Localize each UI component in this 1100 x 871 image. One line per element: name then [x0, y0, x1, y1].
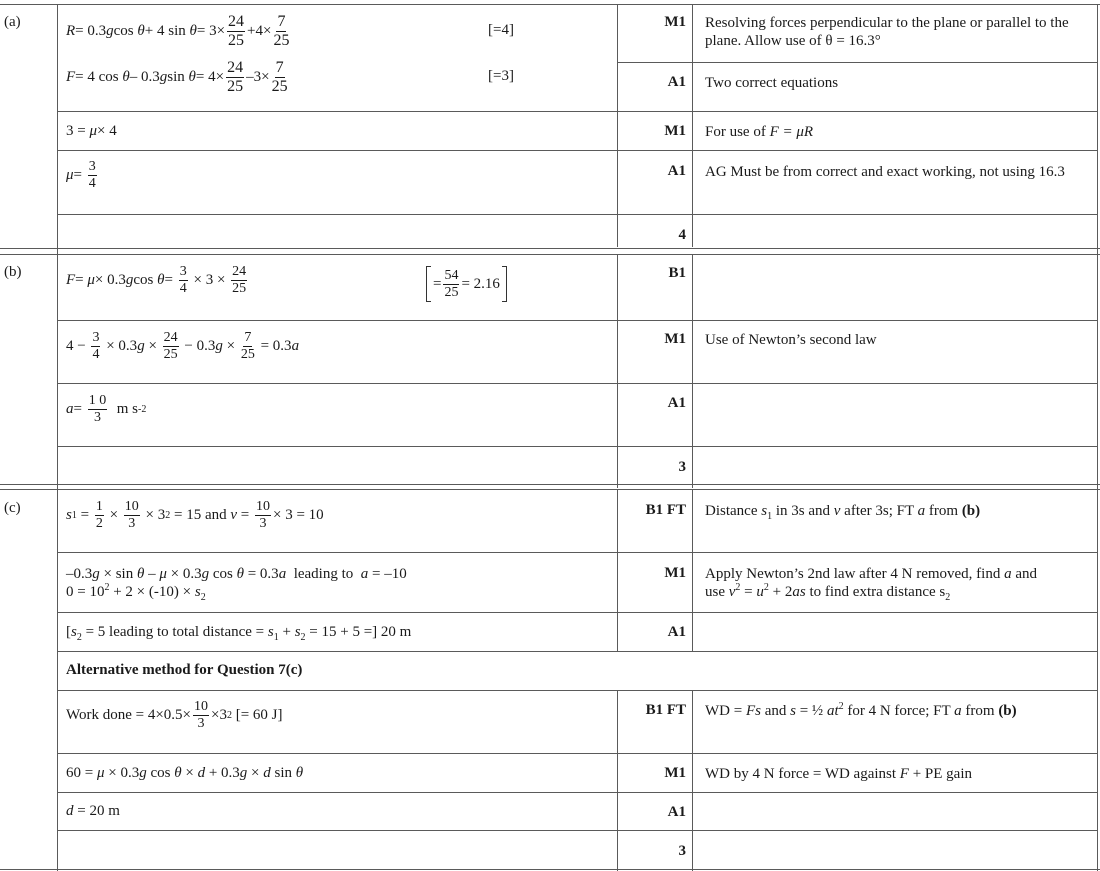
superscript: 2 — [838, 701, 844, 712]
row-divider — [57, 150, 1098, 151]
numerator: 3 — [88, 159, 96, 174]
math-var: g — [137, 338, 145, 354]
row-divider — [57, 830, 1098, 831]
math-var: at — [826, 703, 839, 719]
guidance-a-r4: AG Must be from correct and exact working, not using 16.3 — [705, 164, 1065, 180]
denominator: 4 — [88, 176, 96, 191]
answer-c-r2 — [66, 565, 407, 601]
math-var: θ — [122, 69, 130, 85]
math-var: s — [66, 507, 72, 523]
row-divider — [57, 446, 1098, 447]
row-divider — [57, 552, 1098, 553]
fraction — [91, 331, 100, 362]
fraction — [255, 500, 271, 531]
row-divider — [57, 651, 1098, 652]
math-text: + — [278, 624, 295, 640]
math-text: = –10 — [368, 566, 407, 582]
math-text: 60 = — [66, 765, 97, 781]
numerator: 24 — [228, 13, 245, 30]
math-text: × — [144, 338, 161, 354]
math-text: = 4 cos — [75, 69, 119, 85]
part-label-a: (a) — [4, 14, 21, 30]
mark-alt-r1: B1 FT — [645, 702, 686, 718]
superscript: 2 — [763, 582, 769, 593]
section-divider — [0, 254, 1100, 255]
answer-a-r2 — [66, 60, 290, 95]
answer-c-r2-line1 — [66, 565, 407, 583]
math-var: θ — [236, 566, 244, 582]
row-divider — [57, 320, 1098, 321]
denominator: 3 — [259, 516, 267, 531]
answer-c-r2-line2 — [66, 583, 407, 601]
math-var: θ — [174, 765, 182, 781]
math-text: = 0.3 — [75, 23, 107, 39]
math-var: θ — [137, 23, 145, 39]
part-reference: (b) — [998, 703, 1017, 719]
total-a: 4 — [678, 227, 686, 243]
col-divider-guidance-c — [692, 490, 693, 652]
mark-b-r1: B1 — [668, 265, 686, 281]
math-text: [ — [66, 624, 71, 640]
math-text: × 0.3 — [104, 765, 140, 781]
answer-b-r2 — [66, 331, 299, 362]
subscript: 2 — [76, 632, 82, 643]
denominator: 25 — [227, 78, 244, 95]
denominator: 4 — [92, 347, 100, 362]
math-text: × 0.3 — [94, 272, 126, 288]
math-var: a — [1004, 566, 1012, 582]
math-var: θ — [295, 765, 304, 781]
math-var: g — [92, 566, 100, 582]
fraction — [95, 500, 104, 531]
numerator: 7 — [244, 330, 252, 345]
numerator: 1 — [95, 499, 103, 514]
row-divider — [57, 111, 1098, 112]
math-var: g — [125, 272, 134, 288]
math-var: g — [139, 765, 147, 781]
guidance-text: to find extra distance s — [805, 584, 946, 600]
math-text: + 0.3 — [205, 765, 240, 781]
denominator: 25 — [228, 32, 245, 49]
row-divider — [57, 792, 1098, 793]
table-top-border — [0, 4, 1100, 5]
fraction — [231, 265, 247, 296]
fraction — [273, 14, 289, 49]
math-var: d — [197, 765, 206, 781]
row-divider — [57, 383, 1098, 384]
guidance-text: in 3s and — [772, 503, 834, 519]
answer-alt-r3 — [66, 803, 120, 820]
guidance-text: + 2 — [768, 584, 793, 600]
mark-c-r1: B1 FT — [645, 502, 686, 518]
guidance-text: = ½ — [795, 703, 827, 719]
fraction — [241, 331, 255, 362]
col-divider-guidance-alt — [692, 690, 693, 871]
math-var: s — [294, 624, 301, 640]
math-var: as — [792, 584, 806, 600]
answer-b-r1 — [66, 265, 249, 296]
math-var: s — [194, 584, 201, 600]
denominator: 3 — [93, 410, 101, 425]
numerator: 24 — [232, 264, 247, 279]
math-var: s — [761, 503, 768, 519]
answer-alt-r2 — [66, 765, 303, 782]
denominator: 3 — [197, 716, 205, 731]
fraction — [124, 500, 140, 531]
math-var: s — [790, 703, 796, 719]
guidance-text: from — [961, 703, 999, 719]
fraction — [226, 60, 244, 95]
denominator: 25 — [163, 347, 178, 362]
math-text: 3 = — [66, 123, 86, 139]
math-text: cos — [209, 566, 237, 582]
guidance-alt-r1 — [705, 702, 1095, 720]
row-divider — [57, 214, 1098, 215]
superscript: 2 — [104, 582, 110, 593]
denominator: 2 — [95, 516, 103, 531]
math-text: cos — [146, 765, 175, 781]
fraction — [179, 265, 188, 296]
guidance-a-r3 — [705, 123, 1095, 141]
math-var: s — [71, 624, 77, 640]
math-var: g — [239, 765, 248, 781]
math-text: = — [73, 401, 82, 417]
math-var: θ — [157, 272, 165, 288]
denominator: 25 — [273, 32, 290, 49]
math-text: leading to — [286, 566, 361, 582]
math-text: = 15 + 5 =] 20 m — [305, 624, 412, 640]
math-text: 3× — [209, 23, 226, 39]
note-a-r2: [=3] — [488, 68, 514, 84]
mark-b-r3: A1 — [667, 395, 686, 411]
part-reference: (b) — [961, 503, 981, 519]
subscript: 1 — [273, 632, 279, 643]
math-text: cos — [113, 23, 134, 39]
answer-alt-r1: Work done = 4×0.5× $\frac{10}{3}$ ×3 2 [= 60 J] — [66, 699, 283, 731]
math-var: d — [66, 803, 74, 819]
section-divider — [0, 484, 1100, 485]
math-text: = — [433, 275, 442, 292]
guidance-text: = — [740, 584, 757, 600]
numerator: 24 — [227, 59, 244, 76]
guidance-text: Apply Newton’s 2nd law after 4 N removed, find — [705, 566, 1005, 582]
denominator: 25 — [232, 281, 247, 296]
answer-a-r1 — [66, 14, 291, 49]
guidance-alt-r2 — [705, 765, 1095, 783]
math-var: R — [66, 23, 76, 39]
math-var: μ — [159, 566, 167, 582]
math-text: × 0.3 — [166, 566, 202, 582]
mark-alt-r3: A1 — [667, 804, 686, 820]
math-var: a — [360, 566, 369, 582]
fraction — [193, 700, 209, 731]
denominator: 3 — [128, 516, 136, 531]
math-text: × 3 × — [189, 272, 230, 288]
subscript: 1 — [767, 511, 773, 522]
math-text: 4× — [208, 69, 225, 85]
math-text: × — [247, 765, 264, 781]
note-b-r1 — [426, 266, 507, 302]
math-var: a — [66, 401, 74, 417]
numerator: 10 — [194, 699, 208, 714]
math-var: u — [756, 584, 764, 600]
superscript: 2 — [735, 582, 741, 593]
math-var: μ — [66, 167, 74, 183]
math-var: θ — [188, 69, 196, 85]
guidance-c-r2-line2 — [705, 583, 1095, 601]
row-divider — [57, 690, 1098, 691]
math-text: × — [181, 765, 198, 781]
denominator: 4 — [179, 281, 187, 296]
fraction — [88, 160, 97, 191]
numerator: 10 — [124, 499, 139, 514]
numerator: 10 — [256, 499, 271, 514]
guidance-text: and — [1011, 566, 1038, 582]
math-text: = — [195, 69, 205, 85]
fraction — [443, 269, 459, 300]
math-var: μ — [87, 272, 95, 288]
math-text: sin — [270, 765, 296, 781]
denominator: 25 — [444, 284, 459, 300]
math-text: = 0.3 — [256, 338, 292, 354]
guidance-c-r2-line1 — [705, 565, 1095, 583]
alternative-method-heading: Alternative method for Question 7(c) — [66, 662, 303, 678]
numerator: 1 0 — [88, 393, 107, 408]
denominator: 25 — [240, 347, 255, 362]
guidance-c-r2 — [705, 565, 1095, 601]
math-text: × 0.3 — [102, 338, 138, 354]
guidance-c-r1 — [705, 502, 1095, 520]
math-text: = — [237, 507, 254, 523]
subscript: 2 — [945, 592, 951, 603]
math-var: d — [263, 765, 271, 781]
math-text: cos — [133, 272, 154, 288]
math-text: 0 = 10 — [66, 584, 105, 600]
row-divider — [57, 612, 1098, 613]
guidance-a-r2: Two correct equations — [705, 75, 839, 91]
mark-a-r2: A1 — [667, 74, 686, 90]
bracketed-note — [426, 266, 507, 302]
math-var: μ — [96, 765, 105, 781]
total-c: 3 — [678, 843, 686, 859]
math-var: g — [201, 566, 210, 582]
mark-a-r1: M1 — [664, 14, 686, 30]
math-var: F — [66, 69, 76, 85]
math-text: = 2.16 — [461, 275, 500, 292]
guidance-text: WD by 4 N force = WD against — [705, 766, 900, 782]
math-text: –3× — [246, 69, 270, 85]
math-var: F — [899, 766, 909, 782]
math-var: v — [230, 507, 238, 523]
math-text: + 4 sin — [144, 23, 186, 39]
math-var: v — [728, 584, 736, 600]
mark-b-r2: M1 — [664, 331, 686, 347]
subscript: 2 — [300, 632, 306, 643]
guidance-text: and — [760, 703, 791, 719]
answer-a-r4 — [66, 160, 99, 191]
math-var: v — [833, 503, 841, 519]
math-text: = — [164, 272, 173, 288]
math-text: 4 − — [66, 338, 90, 354]
math-text: – — [144, 566, 160, 582]
math-text: = — [196, 23, 206, 39]
numerator: 7 — [275, 59, 284, 76]
math-var: θ — [136, 566, 145, 582]
math-text: + 2 × (-10) × — [109, 584, 195, 600]
mark-a-r4: A1 — [667, 163, 686, 179]
numerator: 3 — [92, 330, 100, 345]
math-var: g — [215, 338, 223, 354]
math-text: − 0.3 — [180, 338, 216, 354]
col-divider-part — [57, 4, 58, 871]
math-text: = — [73, 167, 82, 183]
guidance-text: for 4 N force; FT — [843, 703, 955, 719]
row-divider — [617, 62, 1098, 63]
math-text: – 0.3 — [129, 69, 160, 85]
answer-c-r1: s 1 = $\frac{1}{2}$ × $\frac{10}{3}$ × 3 2 = 15 and v = $\frac{10}{3}$ × 3 = 10 — [66, 499, 324, 531]
math-text: × 3 — [141, 507, 166, 523]
math-text: –0.3 — [66, 566, 93, 582]
mark-c-r3: A1 — [667, 624, 686, 640]
row-divider — [57, 753, 1098, 754]
math-text: ×3 — [211, 707, 227, 723]
subscript: 2 — [200, 592, 206, 603]
guidance-text: + PE gain — [908, 766, 973, 782]
part-label-b: (b) — [4, 264, 22, 280]
math-var: μ — [89, 123, 97, 139]
math-text: = 0.3 — [243, 566, 279, 582]
col-divider-mark-b — [617, 255, 618, 488]
math-var: a — [278, 566, 287, 582]
math-var: a — [917, 503, 926, 519]
fraction — [272, 60, 288, 95]
unit-text: m s — [116, 401, 138, 417]
math-var: F = μR — [769, 124, 814, 140]
guidance-text: use — [705, 584, 729, 600]
math-var: a — [291, 338, 300, 354]
math-text: × 4 — [97, 123, 117, 139]
fraction — [163, 331, 179, 362]
math-text: sin — [167, 69, 185, 85]
answer-c-r3 — [66, 624, 411, 641]
math-var: θ — [189, 23, 197, 39]
total-b: 3 — [678, 459, 686, 475]
numerator: 24 — [163, 330, 178, 345]
guidance-text: from — [925, 503, 962, 519]
math-text: × — [222, 338, 239, 354]
note-a-r1: [=4] — [488, 22, 514, 38]
table-bottom-border — [0, 869, 1100, 870]
fraction — [88, 394, 108, 425]
numerator: 3 — [179, 264, 187, 279]
part-label-c: (c) — [4, 500, 21, 516]
answer-b-r3: a = $\frac{1 0}{3}$ m s -2 — [66, 393, 147, 425]
math-text: × — [105, 507, 122, 523]
guidance-text: For use of — [705, 124, 770, 140]
math-text: × 3 = 10 — [273, 507, 324, 523]
section-divider — [0, 248, 1100, 249]
section-divider — [0, 489, 1100, 490]
table-right-border — [1097, 4, 1098, 871]
guidance-text: after 3s; FT — [840, 503, 918, 519]
math-text: +4× — [247, 23, 272, 39]
math-text: = 15 and — [170, 507, 231, 523]
math-text: = — [75, 272, 84, 288]
math-var: g — [159, 69, 168, 85]
mark-c-r2: M1 — [664, 565, 686, 581]
col-divider-guidance-b — [692, 255, 693, 488]
math-var: g — [106, 23, 114, 39]
math-var: s — [267, 624, 274, 640]
math-text: = — [76, 507, 93, 523]
guidance-b-r2: Use of Newton’s second law — [705, 332, 877, 348]
mark-a-r3: M1 — [664, 123, 686, 139]
answer-a-r3 — [66, 123, 117, 140]
mark-alt-r2: M1 — [664, 765, 686, 781]
fraction — [227, 14, 245, 49]
math-var: Fs — [745, 703, 761, 719]
math-text: 4×0.5× — [147, 707, 191, 723]
math-text: Work done = — [66, 707, 148, 723]
guidance-text: WD = — [705, 703, 746, 719]
math-text: [= 60 J] — [231, 707, 283, 723]
math-text: × sin — [99, 566, 137, 582]
guidance-text: Distance — [705, 503, 762, 519]
numerator: 7 — [277, 13, 286, 30]
math-var: F — [66, 272, 76, 288]
numerator: 54 — [444, 267, 459, 283]
col-divider-guidance-a — [692, 4, 693, 247]
math-text: = 20 m — [73, 803, 120, 819]
denominator: 25 — [271, 78, 288, 95]
guidance-a-r1: Resolving forces perpendicular to the plane or parallel to the plane. Allow use of θ = 16.3° — [705, 15, 1069, 49]
math-text: = 5 leading to total distance = — [81, 624, 268, 640]
math-var: a — [954, 703, 962, 719]
